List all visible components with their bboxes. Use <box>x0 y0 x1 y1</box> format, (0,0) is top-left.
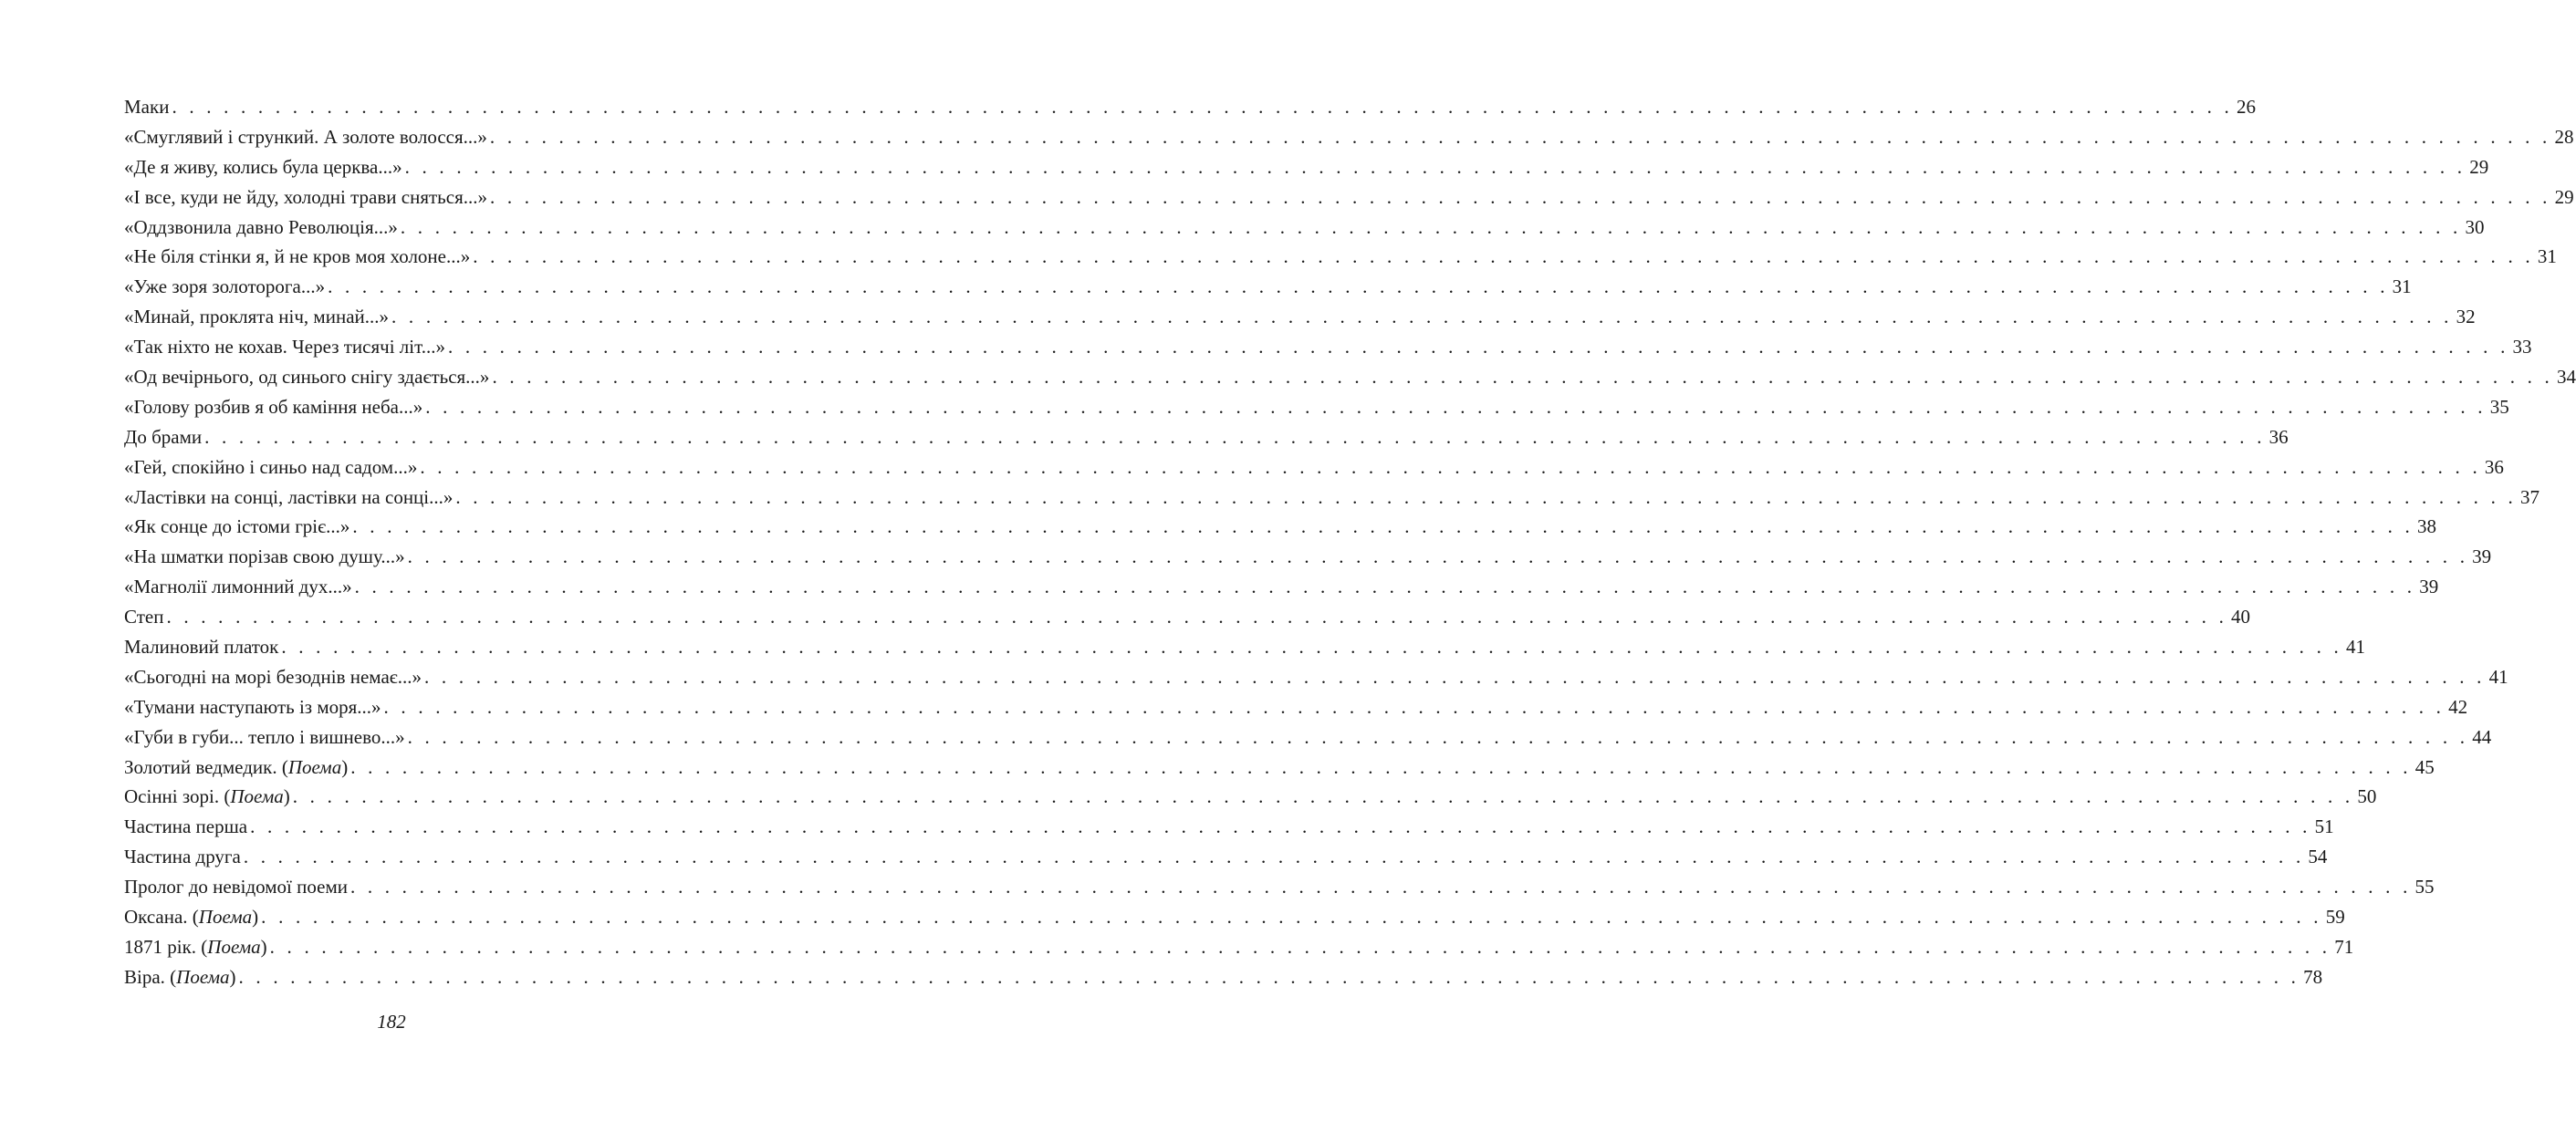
toc-entry <box>124 302 2476 332</box>
dot-leader: . . . . . . . . . . . . . . . . . . . . . . . . . . . . . . . . . . . . . . . . . . . . . . . . . . . . . . . . . . . . . . . . . . . . . . . . . . . . . . . . . . . . . . . . . . . . . . . . . . . . . . . . . . . . . . . . . . . . . . . . <box>354 576 2416 598</box>
dot-leader: . . . . . . . . . . . . . . . . . . . . . . . . . . . . . . . . . . . . . . . . . . . . . . . . . . . . . . . . . . . . . . . . . . . . . . . . . . . . . . . . . . . . . . . . . . . . . . . . . . . . . . . . . . . . . . . . . . . . . . . . <box>425 395 2487 418</box>
toc-genre-label: Поема <box>198 906 253 929</box>
toc-entry-title <box>124 392 422 422</box>
toc-entry-title <box>124 483 453 513</box>
dot-leader: . . . . . . . . . . . . . . . . . . . . . . . . . . . . . . . . . . . . . . . . . . . . . . . . . . . . . . . . . . . . . . . . . . . . . . . . . . . . . . . . . . . . . . . . . . . . . . . . . . . . . . . . . . . . . . . . . . . . . . . . <box>349 876 2412 898</box>
dot-leader: . . . . . . . . . . . . . . . . . . . . . . . . . . . . . . . . . . . . . . . . . . . . . . . . . . . . . . . . . . . . . . . . . . . . . . . . . . . . . . . . . . . . . . . . . . . . . . . . . . . . . . . . . . . . . . . . . . . . . . . . <box>352 515 2414 538</box>
toc-title-text: «Як сонце до істоми гріє...» <box>124 515 350 538</box>
toc-entry <box>124 392 2509 422</box>
toc-entry-title <box>124 902 258 932</box>
toc-entry <box>124 692 2468 722</box>
toc-page-number: 28 <box>2554 125 2574 148</box>
toc-entry-title <box>124 92 169 122</box>
dot-leader: . . . . . . . . . . . . . . . . . . . . . . . . . . . . . . . . . . . . . . . . . . . . . . . . . . . . . . . . . . . . . . . . . . . . . . . . . . . . . . . . . . . . . . . . . . . . . . . . . . . . . . . . . . . . . . . . . . . . . . . . <box>328 275 2389 298</box>
dot-leader: . . . . . . . . . . . . . . . . . . . . . . . . . . . . . . . . . . . . . . . . . . . . . . . . . . . . . . . . . . . . . . . . . . . . . . . . . . . . . . . . . . . . . . . . . . . . . . . . . . . . . . . . . . . . . . . . . . . . . . . . <box>292 785 2354 808</box>
dot-leader: . . . . . . . . . . . . . . . . . . . . . . . . . . . . . . . . . . . . . . . . . . . . . . . . . . . . . . . . . . . . . . . . . . . . . . . . . . . . . . . . . . . . . . . . . . . . . . . . . . . . . . . . . . . . . . . . . . . . . . . . <box>447 336 2509 358</box>
toc-page-number: 40 <box>2231 606 2251 628</box>
toc-entry <box>124 332 2532 362</box>
toc-title-text: «Оддзвонила давно Революція...» <box>124 215 398 238</box>
dot-leader: . . . . . . . . . . . . . . . . . . . . . . . . . . . . . . . . . . . . . . . . . . . . . . . . . . . . . . . . . . . . . . . . . . . . . . . . . . . . . . . . . . . . . . . . . . . . . . . . . . . . . . . . . . . . . . . . . . . . . . . . <box>350 755 2412 778</box>
toc-title-text: «Сьогодні на морі безоднів немає...» <box>124 665 422 688</box>
toc-entry <box>124 753 2435 783</box>
toc-entry-title <box>124 782 290 812</box>
toc-title-text-end: ) <box>341 755 349 778</box>
toc-entry <box>124 483 2539 513</box>
toc-title-text: «Гей, спокійно і синьо над садом...» <box>124 455 418 478</box>
toc-title-text: Оксана. ( <box>124 906 199 929</box>
toc-page-number: 29 <box>2554 185 2574 208</box>
toc-entry-title <box>124 242 470 272</box>
toc-title-text: «Так ніхто не кохав. Через тисячі літ...» <box>124 336 445 358</box>
toc-page-number: 45 <box>2414 755 2435 778</box>
toc-entry <box>124 92 2256 122</box>
toc-entry-title <box>124 962 236 992</box>
dot-leader: . . . . . . . . . . . . . . . . . . . . . . . . . . . . . . . . . . . . . . . . . . . . . . . . . . . . . . . . . . . . . . . . . . . . . . . . . . . . . . . . . . . . . . . . . . . . . . . . . . . . . . . . . . . . . . . . . . . . . . . . <box>238 965 2300 988</box>
toc-page-number: 26 <box>2237 96 2256 118</box>
dot-leader: . . . . . . . . . . . . . . . . . . . . . . . . . . . . . . . . . . . . . . . . . . . . . . . . . . . . . . . . . . . . . . . . . . . . . . . . . . . . . . . . . . . . . . . . . . . . . . . . . . . . . . . . . . . . . . . . . . . . . . . . <box>407 545 2469 568</box>
toc-entry <box>124 362 2576 392</box>
toc-entry <box>124 962 2323 992</box>
toc-entry <box>124 122 2574 152</box>
toc-page-number: 30 <box>2465 215 2485 238</box>
toc-title-text-end: ) <box>283 785 290 808</box>
toc-entry-title <box>124 932 267 962</box>
toc-title-text: «Уже зоря золоторога...» <box>124 275 326 298</box>
toc-page-number: 37 <box>2519 485 2539 508</box>
toc-entry-title <box>124 872 348 902</box>
toc-entry-title <box>124 152 402 182</box>
toc-title-text: «Смуглявий і стрункий. А золоте волосся...» <box>124 125 487 148</box>
toc-page-number: 38 <box>2416 515 2436 538</box>
toc-entry-title <box>124 753 348 783</box>
dot-leader: . . . . . . . . . . . . . . . . . . . . . . . . . . . . . . . . . . . . . . . . . . . . . . . . . . . . . . . . . . . . . . . . . . . . . . . . . . . . . . . . . . . . . . . . . . . . . . . . . . . . . . . . . . . . . . . . . . . . . . . . <box>420 455 2481 478</box>
toc-page-number: 41 <box>2488 665 2508 688</box>
toc-title-text: «Де я живу, колись була церква...» <box>124 155 402 178</box>
toc-genre-label: Поема <box>176 965 230 988</box>
toc-entry-title <box>124 422 202 452</box>
toc-title-text: Осінні зорі. ( <box>124 785 231 808</box>
toc-entry-title <box>124 213 398 243</box>
toc-genre-label: Поема <box>230 785 284 808</box>
toc-entry-title <box>124 812 247 842</box>
toc-entry <box>124 422 2289 452</box>
dot-leader: . . . . . . . . . . . . . . . . . . . . . . . . . . . . . . . . . . . . . . . . . . . . . . . . . . . . . . . . . . . . . . . . . . . . . . . . . . . . . . . . . . . . . . . . . . . . . . . . . . . . . . . . . . . . . . . . . . . . . . . . <box>281 636 2342 659</box>
toc-entry <box>124 452 2504 483</box>
toc-page-number: 42 <box>2448 695 2468 718</box>
toc-entry <box>124 782 2377 812</box>
toc-page-number: 50 <box>2357 785 2377 808</box>
toc-title-text: Маки <box>124 96 170 118</box>
toc-page-number: 78 <box>2303 965 2323 988</box>
toc-page-number: 36 <box>2484 455 2504 478</box>
dot-leader: . . . . . . . . . . . . . . . . . . . . . . . . . . . . . . . . . . . . . . . . . . . . . . . . . . . . . . . . . . . . . . . . . . . . . . . . . . . . . . . . . . . . . . . . . . . . . . . . . . . . . . . . . . . . . . . . . . . . . . . . <box>261 906 2322 929</box>
toc-entry-title <box>124 512 349 542</box>
toc-entry-title <box>124 452 417 483</box>
dot-leader: . . . . . . . . . . . . . . . . . . . . . . . . . . . . . . . . . . . . . . . . . . . . . . . . . . . . . . . . . . . . . . . . . . . . . . . . . . . . . . . . . . . . . . . . . . . . . . . . . . . . . . . . . . . . . . . . . . . . . . . . <box>473 245 2534 268</box>
toc-title-text: Частина друга <box>124 846 241 868</box>
toc-title-text: Частина перша <box>124 815 248 838</box>
toc-page-number: 39 <box>2419 576 2439 598</box>
toc-entry-title <box>124 692 381 722</box>
toc-entry-title <box>124 632 278 662</box>
dot-leader: . . . . . . . . . . . . . . . . . . . . . . . . . . . . . . . . . . . . . . . . . . . . . . . . . . . . . . . . . . . . . . . . . . . . . . . . . . . . . . . . . . . . . . . . . . . . . . . . . . . . . . . . . . . . . . . . . . . . . . . . <box>492 366 2553 389</box>
toc-title-text: «На шматки порізав свою душу...» <box>124 545 405 568</box>
toc-page-number: 59 <box>2325 906 2345 929</box>
toc-entry-title <box>124 662 422 692</box>
toc-page-number: 44 <box>2472 725 2492 748</box>
toc-entry-title <box>124 602 163 632</box>
dot-leader: . . . . . . . . . . . . . . . . . . . . . . . . . . . . . . . . . . . . . . . . . . . . . . . . . . . . . . . . . . . . . . . . . . . . . . . . . . . . . . . . . . . . . . . . . . . . . . . . . . . . . . . . . . . . . . . . . . . . . . . . <box>204 425 2266 448</box>
toc-title-text: «Тумани наступають із моря...» <box>124 695 381 718</box>
toc-entry-title <box>124 272 325 302</box>
toc-genre-label: Поема <box>207 935 261 958</box>
toc-entry <box>124 242 2557 272</box>
toc-title-text: «Не біля стінки я, й не кров моя холоне...» <box>124 245 471 268</box>
dot-leader: . . . . . . . . . . . . . . . . . . . . . . . . . . . . . . . . . . . . . . . . . . . . . . . . . . . . . . . . . . . . . . . . . . . . . . . . . . . . . . . . . . . . . . . . . . . . . . . . . . . . . . . . . . . . . . . . . . . . . . . . <box>166 606 2228 628</box>
toc-page-number: 39 <box>2472 545 2492 568</box>
toc-page-number: 36 <box>2268 425 2289 448</box>
dot-leader: . . . . . . . . . . . . . . . . . . . . . . . . . . . . . . . . . . . . . . . . . . . . . . . . . . . . . . . . . . . . . . . . . . . . . . . . . . . . . . . . . . . . . . . . . . . . . . . . . . . . . . . . . . . . . . . . . . . . . . . . <box>404 155 2466 178</box>
toc-entry <box>124 512 2436 542</box>
toc-title-text: Пролог до невідомої поеми <box>124 876 348 898</box>
toc-title-text-end: ) <box>252 906 259 929</box>
toc-title-text: Золотий ведмедик. ( <box>124 755 288 778</box>
dot-leader: . . . . . . . . . . . . . . . . . . . . . . . . . . . . . . . . . . . . . . . . . . . . . . . . . . . . . . . . . . . . . . . . . . . . . . . . . . . . . . . . . . . . . . . . . . . . . . . . . . . . . . . . . . . . . . . . . . . . . . . . <box>243 846 2305 868</box>
dot-leader: . . . . . . . . . . . . . . . . . . . . . . . . . . . . . . . . . . . . . . . . . . . . . . . . . . . . . . . . . . . . . . . . . . . . . . . . . . . . . . . . . . . . . . . . . . . . . . . . . . . . . . . . . . . . . . . . . . . . . . . . <box>424 665 2486 688</box>
toc-title-text: «Губи в губи... тепло і вишнево...» <box>124 725 405 748</box>
dot-leader: . . . . . . . . . . . . . . . . . . . . . . . . . . . . . . . . . . . . . . . . . . . . . . . . . . . . . . . . . . . . . . . . . . . . . . . . . . . . . . . . . . . . . . . . . . . . . . . . . . . . . . . . . . . . . . . . . . . . . . . . <box>269 935 2331 958</box>
toc-title-text: Степ <box>124 606 164 628</box>
toc-page-number: 29 <box>2469 155 2489 178</box>
toc-entry-title <box>124 182 487 213</box>
toc-title-text-end: ) <box>229 965 236 988</box>
dot-leader: . . . . . . . . . . . . . . . . . . . . . . . . . . . . . . . . . . . . . . . . . . . . . . . . . . . . . . . . . . . . . . . . . . . . . . . . . . . . . . . . . . . . . . . . . . . . . . . . . . . . . . . . . . . . . . . . . . . . . . . . <box>391 306 2453 328</box>
toc-entry <box>124 722 2492 753</box>
toc-page-number: 71 <box>2334 935 2354 958</box>
toc-title-text: Віра. ( <box>124 965 177 988</box>
page-number: 182 <box>377 1011 406 1033</box>
toc-entry <box>124 602 2251 632</box>
toc-title-text: «Ластівки на сонці, ластівки на сонці...» <box>124 485 454 508</box>
toc-page-number: 31 <box>2392 275 2412 298</box>
toc-entry <box>124 872 2435 902</box>
toc-entry-title <box>124 722 405 753</box>
toc-entry <box>124 902 2345 932</box>
toc-entry <box>124 662 2508 692</box>
dot-leader: . . . . . . . . . . . . . . . . . . . . . . . . . . . . . . . . . . . . . . . . . . . . . . . . . . . . . . . . . . . . . . . . . . . . . . . . . . . . . . . . . . . . . . . . . . . . . . . . . . . . . . . . . . . . . . . . . . . . . . . . <box>250 815 2311 838</box>
toc-entry-title <box>124 332 445 362</box>
toc-page-number: 54 <box>2308 846 2328 868</box>
toc-title-text-end: ) <box>260 935 267 958</box>
toc-entry <box>124 542 2492 572</box>
toc-entry-title <box>124 362 489 392</box>
dot-leader: . . . . . . . . . . . . . . . . . . . . . . . . . . . . . . . . . . . . . . . . . . . . . . . . . . . . . . . . . . . . . . . . . . . . . . . . . . . . . . . . . . . . . . . . . . . . . . . . . . . . . . . . . . . . . . . . . . . . . . . . <box>172 96 2233 118</box>
toc-page-number: 33 <box>2512 336 2532 358</box>
dot-leader: . . . . . . . . . . . . . . . . . . . . . . . . . . . . . . . . . . . . . . . . . . . . . . . . . . . . . . . . . . . . . . . . . . . . . . . . . . . . . . . . . . . . . . . . . . . . . . . . . . . . . . . . . . . . . . . . . . . . . . . . <box>383 695 2446 718</box>
dot-leader: . . . . . . . . . . . . . . . . . . . . . . . . . . . . . . . . . . . . . . . . . . . . . . . . . . . . . . . . . . . . . . . . . . . . . . . . . . . . . . . . . . . . . . . . . . . . . . . . . . . . . . . . . . . . . . . . . . . . . . . . <box>490 185 2551 208</box>
toc-entry <box>124 272 2412 302</box>
toc-title-text: «І все, куди не йду, холодні трави сняться...» <box>124 185 487 208</box>
dot-leader: . . . . . . . . . . . . . . . . . . . . . . . . . . . . . . . . . . . . . . . . . . . . . . . . . . . . . . . . . . . . . . . . . . . . . . . . . . . . . . . . . . . . . . . . . . . . . . . . . . . . . . . . . . . . . . . . . . . . . . . . <box>455 485 2517 508</box>
toc-entry <box>124 842 2328 872</box>
toc-entry <box>124 182 2574 213</box>
toc-page-number: 51 <box>2314 815 2334 838</box>
toc-genre-label: Поема <box>287 755 342 778</box>
toc-entry <box>124 812 2334 842</box>
toc-page-number: 31 <box>2537 245 2557 268</box>
toc-page-number: 55 <box>2414 876 2435 898</box>
toc-title-text: «Магнолії лимонний дух...» <box>124 576 352 598</box>
dot-leader: . . . . . . . . . . . . . . . . . . . . . . . . . . . . . . . . . . . . . . . . . . . . . . . . . . . . . . . . . . . . . . . . . . . . . . . . . . . . . . . . . . . . . . . . . . . . . . . . . . . . . . . . . . . . . . . . . . . . . . . . <box>400 215 2462 238</box>
toc-title-text: «Од вечірнього, од синього снігу здається...» <box>124 366 490 389</box>
dot-leader: . . . . . . . . . . . . . . . . . . . . . . . . . . . . . . . . . . . . . . . . . . . . . . . . . . . . . . . . . . . . . . . . . . . . . . . . . . . . . . . . . . . . . . . . . . . . . . . . . . . . . . . . . . . . . . . . . . . . . . . . <box>489 125 2551 148</box>
toc-entry <box>124 213 2485 243</box>
toc-page-number: 35 <box>2489 395 2509 418</box>
toc-title-text: Малиновий платок <box>124 636 279 659</box>
toc-entry-title <box>124 122 487 152</box>
toc-title-text: До брами <box>124 425 203 448</box>
toc-entry <box>124 152 2489 182</box>
toc-entry-title <box>124 302 389 332</box>
toc-page-number: 41 <box>2345 636 2365 659</box>
table-of-contents <box>124 92 2576 992</box>
toc-title-text: 1871 рік. ( <box>124 935 208 958</box>
toc-entry-title <box>124 572 352 602</box>
toc-page-number: 32 <box>2456 306 2476 328</box>
toc-title-text: «Голову розбив я об каміння неба...» <box>124 395 423 418</box>
toc-entry-title <box>124 842 241 872</box>
toc-entry-title <box>124 542 405 572</box>
toc-entry <box>124 932 2354 962</box>
toc-entry <box>124 572 2439 602</box>
dot-leader: . . . . . . . . . . . . . . . . . . . . . . . . . . . . . . . . . . . . . . . . . . . . . . . . . . . . . . . . . . . . . . . . . . . . . . . . . . . . . . . . . . . . . . . . . . . . . . . . . . . . . . . . . . . . . . . . . . . . . . . . <box>407 725 2469 748</box>
toc-entry <box>124 632 2365 662</box>
toc-title-text: «Минай, проклята ніч, минай...» <box>124 306 390 328</box>
toc-page-number: 34 <box>2557 366 2576 389</box>
